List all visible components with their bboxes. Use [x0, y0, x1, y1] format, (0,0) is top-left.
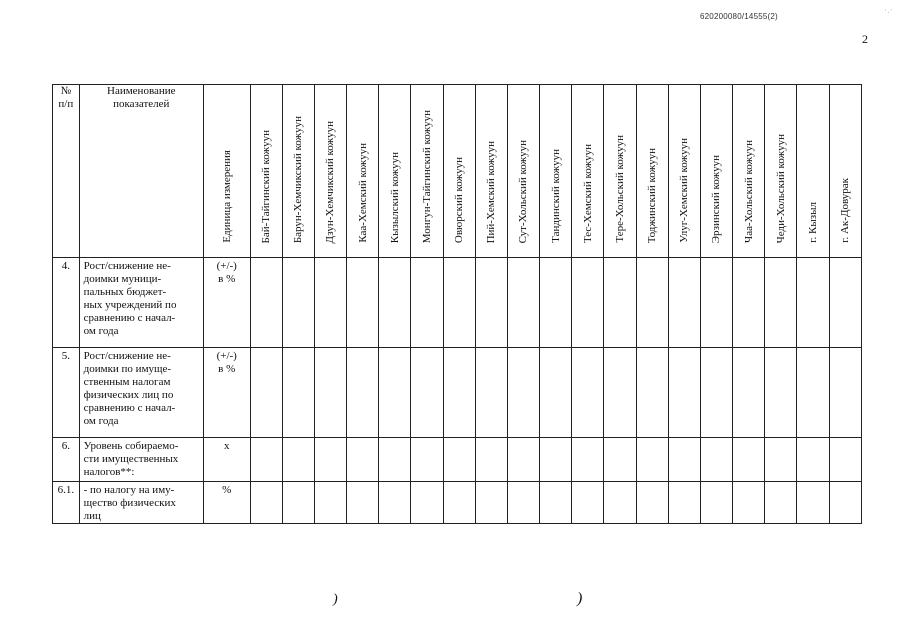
value-cell	[347, 258, 379, 348]
district-label: г. Ак-Довурак	[839, 178, 852, 243]
value-cell	[282, 438, 314, 482]
value-cell	[411, 258, 443, 348]
value-cell	[314, 258, 346, 348]
value-cell	[282, 482, 314, 524]
value-cell	[765, 438, 797, 482]
value-cell	[765, 348, 797, 438]
value-cell	[700, 482, 732, 524]
value-cell	[765, 482, 797, 524]
value-cell	[443, 258, 475, 348]
value-cell	[668, 258, 700, 348]
value-cell	[314, 438, 346, 482]
district-label: Каа-Хемский кожуун	[356, 143, 369, 243]
value-cell	[379, 258, 411, 348]
indicators-table	[52, 84, 862, 524]
value-cell	[540, 438, 572, 482]
header-district	[282, 85, 314, 258]
table-row	[53, 348, 862, 438]
value-cell	[347, 348, 379, 438]
margin-mark-right: )	[577, 590, 583, 607]
header-district	[733, 85, 765, 258]
row-unit: (+/-) в %	[203, 348, 250, 438]
value-cell	[540, 348, 572, 438]
row-unit: %	[203, 482, 250, 524]
value-cell	[604, 258, 636, 348]
header-num: № п/п	[53, 85, 80, 258]
row-indicator-name: Рост/снижение не- доимки по имуще- ственным налогам физических лиц по сравнению с начал- ом года	[79, 348, 203, 438]
header-district	[475, 85, 507, 258]
value-cell	[636, 258, 668, 348]
value-cell	[572, 482, 604, 524]
value-cell	[379, 348, 411, 438]
value-cell	[733, 348, 765, 438]
header-district	[411, 85, 443, 258]
document-id: 620200080/14555(2)	[700, 12, 778, 21]
value-cell	[540, 482, 572, 524]
value-cell	[282, 258, 314, 348]
row-unit: х	[203, 438, 250, 482]
header-district	[636, 85, 668, 258]
value-cell	[700, 258, 732, 348]
value-cell	[347, 482, 379, 524]
value-cell	[797, 438, 829, 482]
value-cell	[733, 438, 765, 482]
district-label: Монгун-Тайгинский кожуун	[420, 109, 433, 243]
header-district	[443, 85, 475, 258]
value-cell	[475, 348, 507, 438]
value-cell	[411, 482, 443, 524]
value-cell	[572, 258, 604, 348]
header-district	[347, 85, 379, 258]
value-cell	[379, 438, 411, 482]
value-cell	[379, 482, 411, 524]
value-cell	[733, 258, 765, 348]
district-label: Барун-Хемчикский кожуун	[292, 115, 305, 243]
row-indicator-name: Рост/снижение не- доимки муници- пальных бюджет- ных учреждений по сравнению с начал- ом года	[79, 258, 203, 348]
value-cell	[475, 258, 507, 348]
row-number: 6.1.	[53, 482, 80, 524]
value-cell	[668, 348, 700, 438]
header-district	[765, 85, 797, 258]
value-cell	[443, 438, 475, 482]
value-cell	[475, 482, 507, 524]
value-cell	[604, 438, 636, 482]
value-cell	[507, 348, 539, 438]
row-number: 4.	[53, 258, 80, 348]
value-cell	[443, 348, 475, 438]
value-cell	[604, 348, 636, 438]
value-cell	[572, 438, 604, 482]
row-indicator-name: Уровень собираемо- сти имущественных налогов**:	[79, 438, 203, 482]
value-cell	[443, 482, 475, 524]
row-unit: (+/-) в %	[203, 258, 250, 348]
value-cell	[797, 258, 829, 348]
district-label: Овюрский кожуун	[453, 156, 466, 243]
value-cell	[636, 348, 668, 438]
district-label: Сут-Хольский кожуун	[517, 139, 530, 243]
value-cell	[314, 348, 346, 438]
header-district	[668, 85, 700, 258]
value-cell	[411, 348, 443, 438]
header-district	[314, 85, 346, 258]
value-cell	[700, 438, 732, 482]
header-district	[507, 85, 539, 258]
district-label: Кызылский кожуун	[388, 151, 401, 243]
header-district	[572, 85, 604, 258]
header-district	[379, 85, 411, 258]
margin-mark-left: )	[333, 592, 338, 607]
corner-mark: ·.·	[884, 6, 893, 16]
header-district	[604, 85, 636, 258]
row-indicator-name: - по налогу на иму- щество физических лиц	[79, 482, 203, 524]
district-label: Тере-Хольский кожуун	[613, 135, 626, 243]
value-cell	[475, 438, 507, 482]
value-cell	[250, 258, 282, 348]
table-row	[53, 438, 862, 482]
value-cell	[829, 348, 861, 438]
district-label: Тандинский кожуун	[549, 149, 562, 243]
header-district	[829, 85, 861, 258]
district-label: Тес-Хемский кожуун	[581, 143, 594, 243]
value-cell	[250, 482, 282, 524]
value-cell	[668, 438, 700, 482]
value-cell	[797, 348, 829, 438]
value-cell	[411, 438, 443, 482]
value-cell	[765, 258, 797, 348]
header-unit-label: Единица измерения	[220, 150, 233, 243]
row-number: 5.	[53, 348, 80, 438]
value-cell	[829, 482, 861, 524]
page-number: 2	[862, 32, 868, 46]
district-label: Дзун-Хемчикский кожуун	[324, 120, 337, 243]
header-name: Наименование показателей	[79, 85, 203, 258]
header-unit	[203, 85, 250, 258]
value-cell	[604, 482, 636, 524]
value-cell	[700, 348, 732, 438]
district-label: Эрзинский кожуун	[710, 154, 723, 243]
district-label: Пий-Хемский кожуун	[485, 140, 498, 243]
value-cell	[636, 438, 668, 482]
table-row	[53, 482, 862, 524]
value-cell	[282, 348, 314, 438]
header-row	[53, 85, 862, 258]
header-district	[797, 85, 829, 258]
value-cell	[507, 438, 539, 482]
value-cell	[668, 482, 700, 524]
header-district	[700, 85, 732, 258]
value-cell	[250, 348, 282, 438]
value-cell	[636, 482, 668, 524]
value-cell	[797, 482, 829, 524]
header-district	[250, 85, 282, 258]
value-cell	[733, 482, 765, 524]
value-cell	[314, 482, 346, 524]
table-row	[53, 258, 862, 348]
value-cell	[829, 258, 861, 348]
value-cell	[250, 438, 282, 482]
value-cell	[572, 348, 604, 438]
value-cell	[540, 258, 572, 348]
value-cell	[507, 258, 539, 348]
row-number: 6.	[53, 438, 80, 482]
value-cell	[507, 482, 539, 524]
value-cell	[829, 438, 861, 482]
header-district	[540, 85, 572, 258]
district-label: Бай-Тайгинский кожуун	[260, 129, 273, 243]
value-cell	[347, 438, 379, 482]
district-label: г. Кызыл	[807, 202, 819, 243]
district-label: Чеди-Хольский кожуун	[774, 133, 787, 243]
district-label: Чаа-Хольский кожуун	[742, 140, 755, 243]
district-label: Улуг-Хемский кожуун	[678, 138, 691, 243]
district-label: Тоджинский кожуун	[646, 147, 659, 243]
